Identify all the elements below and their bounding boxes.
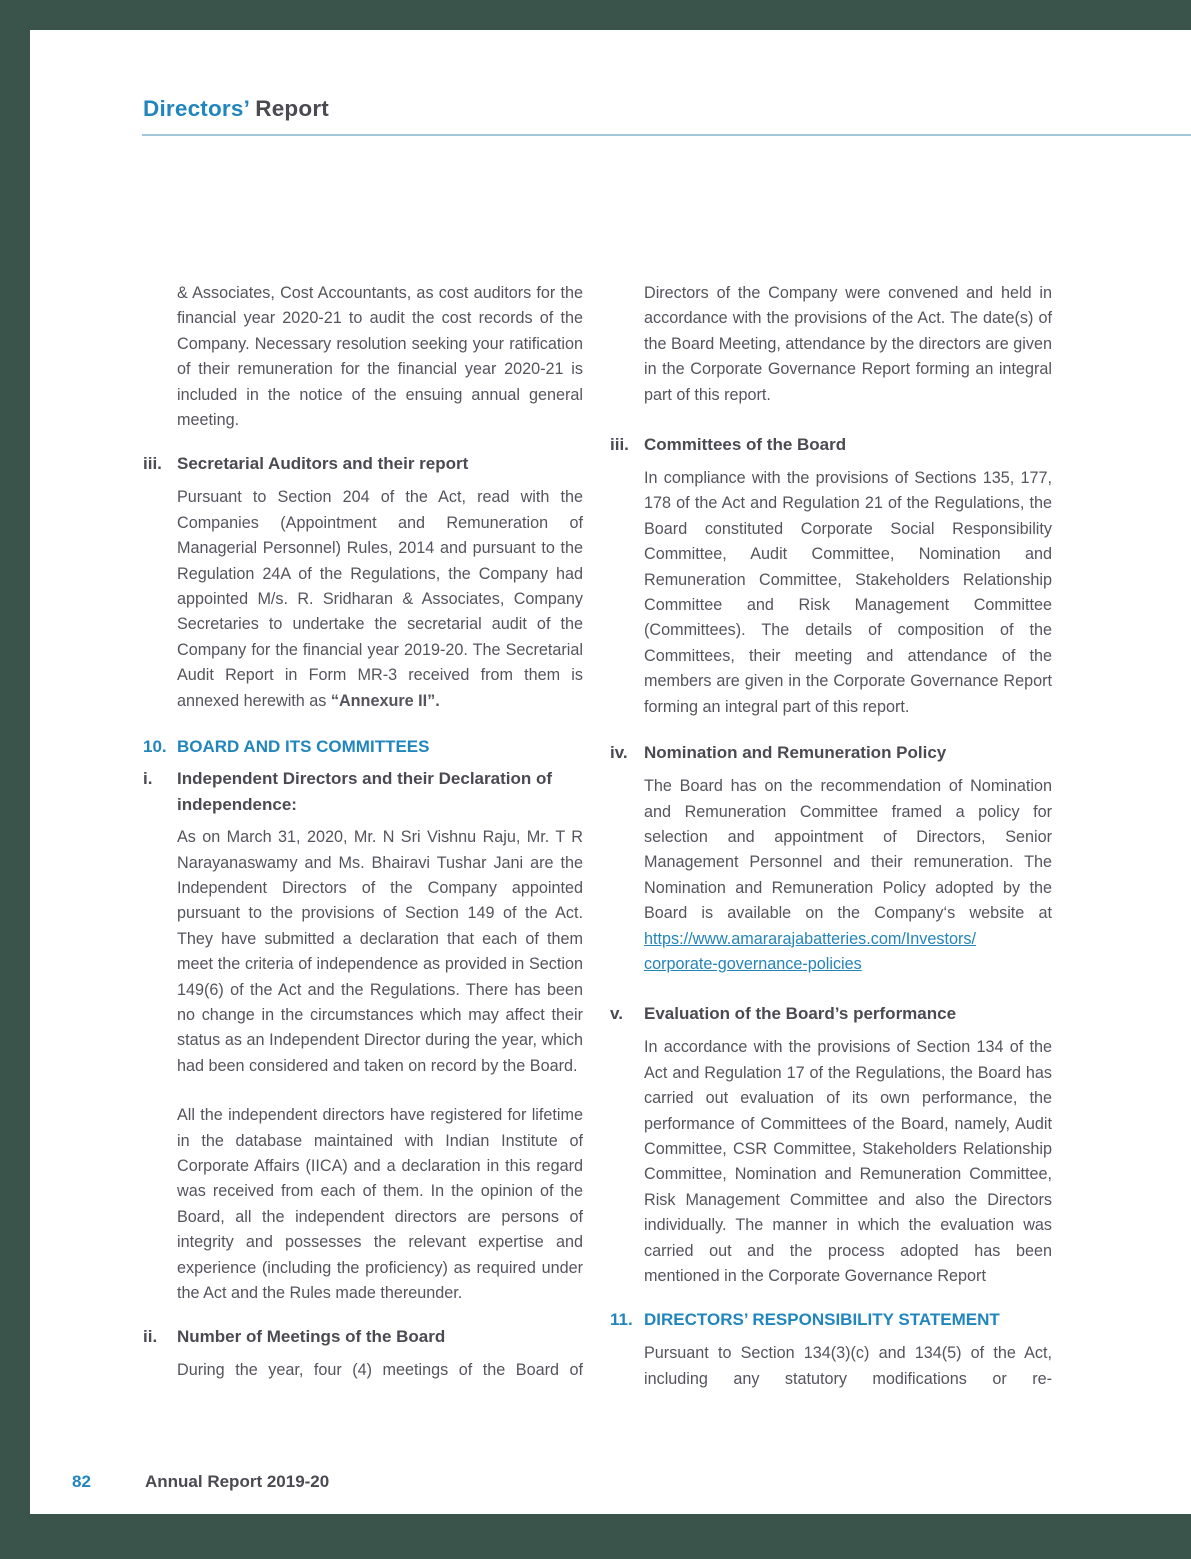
page-title-rest: Report <box>248 96 329 121</box>
section-number: ii. <box>143 1327 158 1347</box>
section-number: iv. <box>610 743 628 763</box>
section-heading-board-evaluation <box>610 1001 1052 1027</box>
frame-bottom-bar <box>0 1514 1191 1559</box>
governance-policies-link[interactable] <box>644 930 976 973</box>
section-title: BOARD AND ITS COMMITTEES <box>177 737 430 757</box>
link-url-line1[interactable]: https://www.amararajabatteries.com/Investors/ <box>644 929 976 948</box>
section-number: i. <box>143 769 153 789</box>
section-number: 10. <box>143 737 167 757</box>
section-heading-committees-of-board <box>610 432 1052 458</box>
section-title: Number of Meetings of the Board <box>177 1327 446 1347</box>
paragraph-committees-compliance: In compliance with the provisions of Sections 135, 177, 178 of the Act and Regulation 21 of the Regulations, the Board constituted Corporate Social Responsibility Committee, Audit Committee, Nomination and Remuneration Committee, Stakeholders Relationship Committee and Risk Management Committee (Committees). The details of composition of the Committees, their meeting and attendance of the members are given in the Corporate Governance Report forming an integral part of this report. <box>644 469 1052 716</box>
paragraph-responsibility-statement: Pursuant to Section 134(3)(c) and 134(5) of the Act, including any statutory modifications or re- <box>644 1344 1052 1388</box>
section-heading-responsibility-statement <box>610 1307 1052 1333</box>
section-number: iii. <box>610 435 629 455</box>
section-title: Committees of the Board <box>644 435 847 455</box>
section-title: Evaluation of the Board’s performance <box>644 1004 957 1024</box>
paragraph-board-evaluation: In accordance with the provisions of Section 134 of the Act and Regulation 17 of the Regulations, the Board has carried out evaluation of its own performance, the performance of Committees of the Board, namely, Audit Committee, CSR Committee, Stakeholders Relationship Committee, Nomination and Remuneration Committee, Risk Management Committee and also the Directors individually. The manner in which the evaluation was carried out and the process adopted has been mentioned in the Corporate Governance Report <box>644 1038 1052 1285</box>
paragraph-cost-auditors: & Associates, Cost Accountants, as cost auditors for the financial year 2020-21 to audit the cost records of the Company. Necessary resolution seeking your ratification of their remuneration for the financial year 2020-21 is included in the notice of the ensuing annual general meeting. <box>177 284 583 430</box>
paragraph-secretarial-audit <box>177 485 583 714</box>
section-title: Secretarial Auditors and their report <box>177 454 469 474</box>
section-title: DIRECTORS’ RESPONSIBILITY STATEMENT <box>644 1310 1000 1330</box>
paragraph-iica-registration: All the independent directors have registered for lifetime in the database maintained with Indian Institute of Corporate Affairs (IICA) and a declaration in this regard was received from each of them. In the opinion of the Board, all the independent directors are persons of integrity and possesses the relevant expertise and experience (including the proficiency) as required under the Act and the Rules made thereunder. <box>177 1106 583 1302</box>
paragraph-text: Pursuant to Section 204 of the Act, read with the Companies (Appointment and Remuneration of Managerial Personnel) Rules, 2014 and pursuant to the Regulation 24A of the Regulations, the Company had appointed M/s. R. Sridharan & Associates, Company Secretaries to undertake the secretarial audit of the Company for the financial year 2019-20. The Secretarial Audit Report in Form MR-3 received from them is annexed herewith as <box>177 488 583 710</box>
section-heading-nomination-policy <box>610 740 1052 766</box>
section-title: Nomination and Remuneration Policy <box>644 743 947 763</box>
left-column <box>143 281 583 1384</box>
header-divider <box>142 134 1191 136</box>
page-footer <box>0 1472 1191 1494</box>
section-heading-board-committees <box>143 734 583 760</box>
section-number: iii. <box>143 454 162 474</box>
link-url-line2[interactable]: corporate-governance-policies <box>644 954 862 973</box>
paragraph-text: The Board has on the recommendation of Nomination and Remuneration Committee framed a policy for selection and appointment of Directors, Senior Management Personnel and their remuneration. The Nomination and Remuneration Policy adopted by the Board is available on the Company‘s website at <box>644 777 1052 923</box>
page-title <box>143 96 329 122</box>
right-column <box>610 281 1052 1392</box>
section-title: Independent Directors and their Declaration of independence: <box>177 769 553 815</box>
paragraph-board-meetings: During the year, four (4) meetings of the Board of <box>177 1361 583 1380</box>
section-number: 11. <box>610 1310 633 1330</box>
section-number: v. <box>610 1004 623 1024</box>
section-heading-independent-directors <box>143 766 583 818</box>
report-name: Annual Report 2019-20 <box>145 1472 330 1491</box>
annexure-reference: “Annexure II”. <box>330 691 440 710</box>
paragraph-meetings-continued: Directors of the Company were convened and held in accordance with the provisions of the Act. The date(s) of the Board Meeting, attendance by the directors are given in the Corporate Governance Report forming an integral part of this report. <box>644 284 1052 404</box>
section-heading-number-of-meetings <box>143 1324 583 1350</box>
paragraph-nomination-policy <box>644 774 1052 977</box>
page-title-accent: Directors’ <box>143 96 249 121</box>
frame-left-bar <box>0 0 30 1559</box>
paragraph-independent-declaration: As on March 31, 2020, Mr. N Sri Vishnu Raju, Mr. T R Narayanaswamy and Ms. Bhairavi Tushar Jani are the Independent Directors of the Company appointed pursuant to the provisions of Section 149 of the Act. They have submitted a declaration that each of them meet the criteria of independence as provided in Section 149(6) of the Act and the Regulations. There has been no change in the circumstances which may affect their status as an Independent Director during the year, which had been considered and taken on record by the Board. <box>177 828 583 1075</box>
page-number: 82 <box>72 1472 91 1491</box>
frame-top-bar <box>0 0 1191 30</box>
section-heading-secretarial-auditors <box>143 451 583 477</box>
